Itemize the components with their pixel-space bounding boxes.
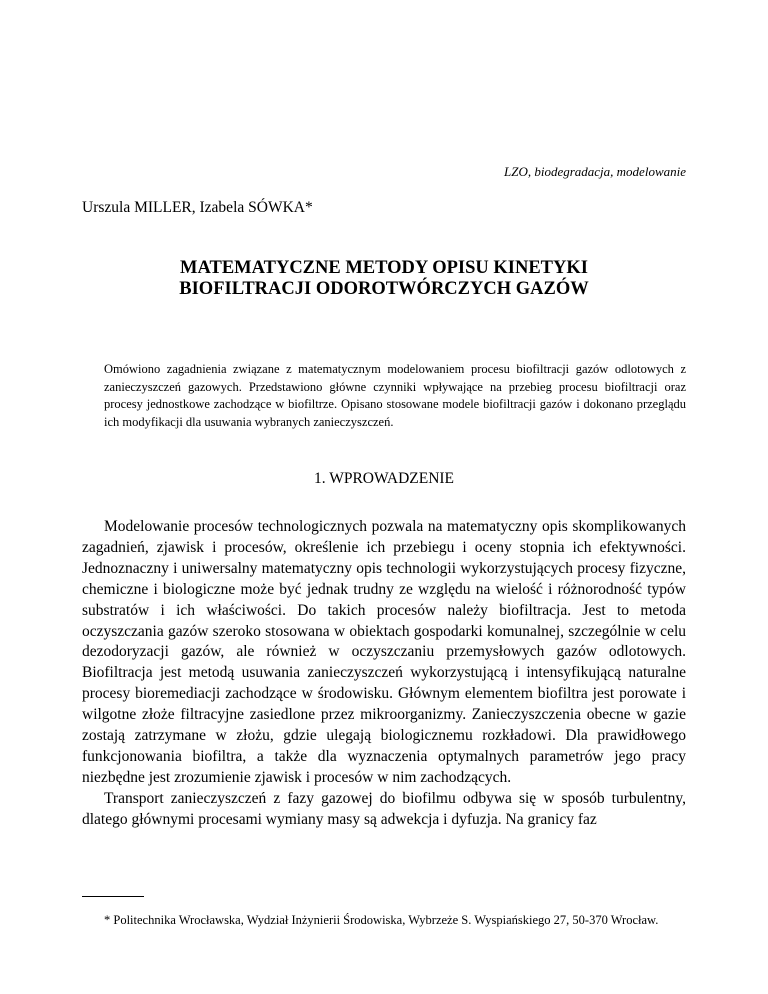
- footnote-divider: [82, 896, 144, 897]
- abstract: Omówiono zagadnienia związane z matematycznym modelowaniem procesu biofiltracji gazów odlotowych z zanieczyszczeń gazowych. Przedstawiono główne czynniki wpływające na przebieg procesu biofiltracji oraz procesy jednostkowe zachodzące w biofiltrze. Opisano stosowane modele biofiltracji gazów i dokonano przeglądu ich modyfikacji dla usuwania wybranych zanieczyszczeń.: [104, 362, 686, 429]
- keywords: LZO, biodegradacja, modelowanie: [504, 164, 686, 179]
- paper-title: [0, 258, 768, 300]
- paper-title-line-1: MATEMATYCZNE METODY OPISU KINETYKI: [180, 258, 588, 278]
- section-body: [82, 517, 686, 831]
- paragraph: Modelowanie procesów technologicznych pozwala na matematyczny opis skomplikowanych zagadnień, zjawisk i procesów, określenie ich przebiegu i oceny stopnia ich efektywności. Jednoznaczny i uniwersalny matematyczny opis technologii wykorzystujących procesy fizyczne, chemiczne i biologiczne może być jednak trudny ze względu na wielość i różnorodność typów substratów i ich właściwości. Do takich procesów należy biofiltracja. Jest to metoda oczyszczania gazów szeroko stosowana w obiektach gospodarki komunalnej, szczególnie w celu dezodoryzacji gazów, ale również w oczyszczaniu przemysłowych gazów odlotowych. Biofiltracja jest metodą usuwania zanieczyszczeń wykorzystującą i intensyfikującą naturalne procesy bioremediacji zachodzące w środowisku. Głównym elementem biofiltra jest porowate i wilgotne złoże filtracyjne zasiedlone przez mikroorganizmy. Zanieczyszczenia obecne w gazie zostają zatrzymane w złożu, gdzie ulegają biologicznemu rozkładowi. Dla prawidłowego funkcjonowania biofiltra, a także dla wyznaczenia optymalnych parametrów jego pracy niezbędne jest zrozumienie zjawisk i procesów w nim zachodzących.: [82, 518, 686, 786]
- authors: Urszula MILLER, Izabela SÓWKA*: [82, 199, 313, 216]
- footnote: * Politechnika Wrocławska, Wydział Inżynierii Środowiska, Wybrzeże S. Wyspiańskiego 27, 50-370 Wrocław.: [104, 913, 659, 927]
- section-heading: 1. WPROWADZENIE: [313, 470, 455, 487]
- paper-title-line-2: BIOFILTRACJI ODOROTWÓRCZYCH GAZÓW: [179, 279, 589, 299]
- paragraph: Transport zanieczyszczeń z fazy gazowej do biofilmu odbywa się w sposób turbulentny, dlatego głównymi procesami wymiany masy są adwekcja i dyfuzja. Na granicy faz: [82, 789, 686, 828]
